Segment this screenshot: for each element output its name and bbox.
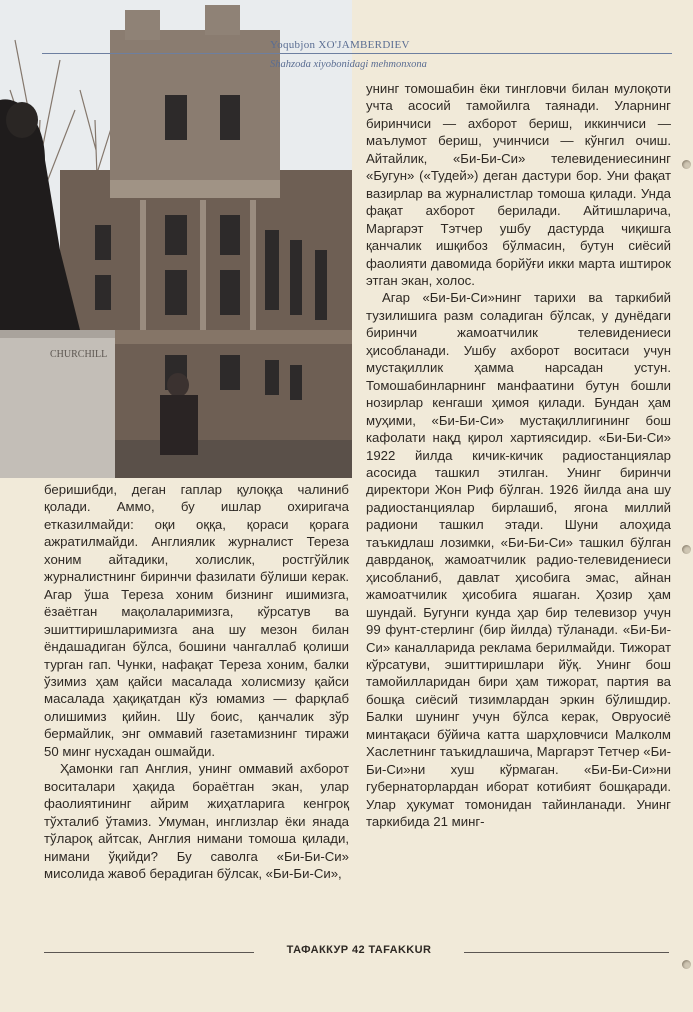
page-footer [44,944,669,960]
binder-holes [679,0,693,1012]
plinth-inscription: CHURCHILL [50,349,108,360]
left-text-column [44,481,349,882]
footer-label: ТАФАККУР 42 TAFAKKUR [286,944,432,956]
author-name: Yoqubjon XO'JAMBERDIEV [270,39,410,51]
binder-hole-icon [682,960,691,969]
paragraph: Агар «Би-Би-Си»нинг тарихи ва таркибий тузилишига разм соладиган бўлсак, у дунёдаги биринчи жамоатчилик телевидениеси ҳисобланади. Ушбу ахборот воситаси учун мустақиллик ҳамма нарсадан устун. Томошабинларнинг манфаатини бутун бошли нозирлар кенгаши ҳимоя қилади. Бундан ҳам муҳими, «Би-Би-Си» мустақиллигининг бош кафолати нақд қирол хартиясидир. «Би-Би-Си» 1922 йилда кичик-кичик радиостанциялар асосида ташкил этилган. Унинг биринчи директори Жон Риф бўлган. 1926 йилда ана шу радиостанциялар бирлашиб, ягона миллий радиони ташкил этади. Шуни алоҳида таъкидлаш лозимки, «Би-Би-Си» ташкил бўлган даврданоқ, жамоатчилик радио-телевидениеси ҳисобланиб, давлат ҳисобига эмас, айнан жамоатчилик ҳисобига яшаган. Ҳозир ҳам шундай. Бугунги кунда ҳар бир телевизор учун 99 фунт-стерлинг (бир йилда) тўланади. «Би-Би-Си» каналларида реклама берилмайди. Тижорат кўрсатуви, эшиттиришлари йўқ. Унинг бош тамойилларидан бири ҳам тижорат, партия ва бошқа сиёсий тизимлардан эркин бўлишдир. Балки шунинг учун бўлса керак, Овруосиё минтақаси бўйича катта шарҳловчиси Малколм Хаслетнинг таъкидлашича, Маргарэт Тетчер «Би-Би-Си»ни хуш кўрмаган. «Би-Би-Си»ни губернаторлардан иборат котибият бошқаради. Улар ҳукумат томонидан тайинланади. Унинг таркибида 21 минг- [366,290,671,830]
paragraph: унинг томошабин ёки тингловчи билан мулоқоти учта асосий тамойилга таянади. Уларнинг биринчиси — ахборот бериш, иккинчиси — маълумот бериш, учинчиси — кўнгил очиш. Айтайлик, «Би-Би-Си» телевидениесининг «Бугун» («Тудей») деган дастури бор. Уни фақат вазирлар ва журналистлар томоша қилади. Унда фақат ахборот берилади. Айтишларича, Маргарэт Тэтчер ушбу дастурда чиқишга қанчалик ишқибоз бўлмасин, бутун сиёсий фаолияти давомида борйўғи икки марта иштирок этган экан, холос. [366,81,671,288]
binder-hole-icon [682,545,691,554]
binder-hole-icon [682,160,691,169]
right-text-column [366,80,671,830]
footer-rule-left [44,952,254,953]
footer-rule-right [464,952,669,953]
article-subtitle: Shahzoda xiyobonidagi mehmonxona [270,59,427,70]
paragraph: беришибди, деган гаплар қулоққа чалиниб қолади. Аммо, бу ишлар охиригача етказилмайди: оқи оққа, қораси қорага ажратилмайди. Англиялик журналист Тереза хоним айтадики, холислик, ростгўйлик журналистнинг биринчи фазилати бўлиши керак. Агар ўша Тереза хоним бизнинг ишимизга, ёзаётган мақолаларимизга, кўрсатув ва эшиттиришларимизга ана шу мезон билан ёндашадиган бўлса, бошини чангаллаб қолиши турган гап. Чунки, нафақат Тереза хоним, балки ўзимиз ҳам қайси масалада холисмизу қайси масалада ҳақиқатдан кўз юмамиз — фарқлаб олишимиз қийин. Шу боис, қанчалик зўр бермайлик, энг оммавий газетамизнинг тиражи 50 минг нусхадан ошмайди. [44,482,349,759]
article-byline [270,38,470,72]
paragraph: Ҳамонки гап Англия, унинг оммавий ахборот воситалари ҳақида бораётган экан, улар фаолиятининг айрим жиҳатларига кенгроқ тўхталиб ўтамиз. Умуман, инглизлар ёки янада тўлароқ айтсак, Англия нимани томоша қилади, нимани ўқийди? Бу саволга «Би-Би-Си» мисолида жавоб берадиган бўлсак, «Би-Би-Си», [44,761,349,881]
